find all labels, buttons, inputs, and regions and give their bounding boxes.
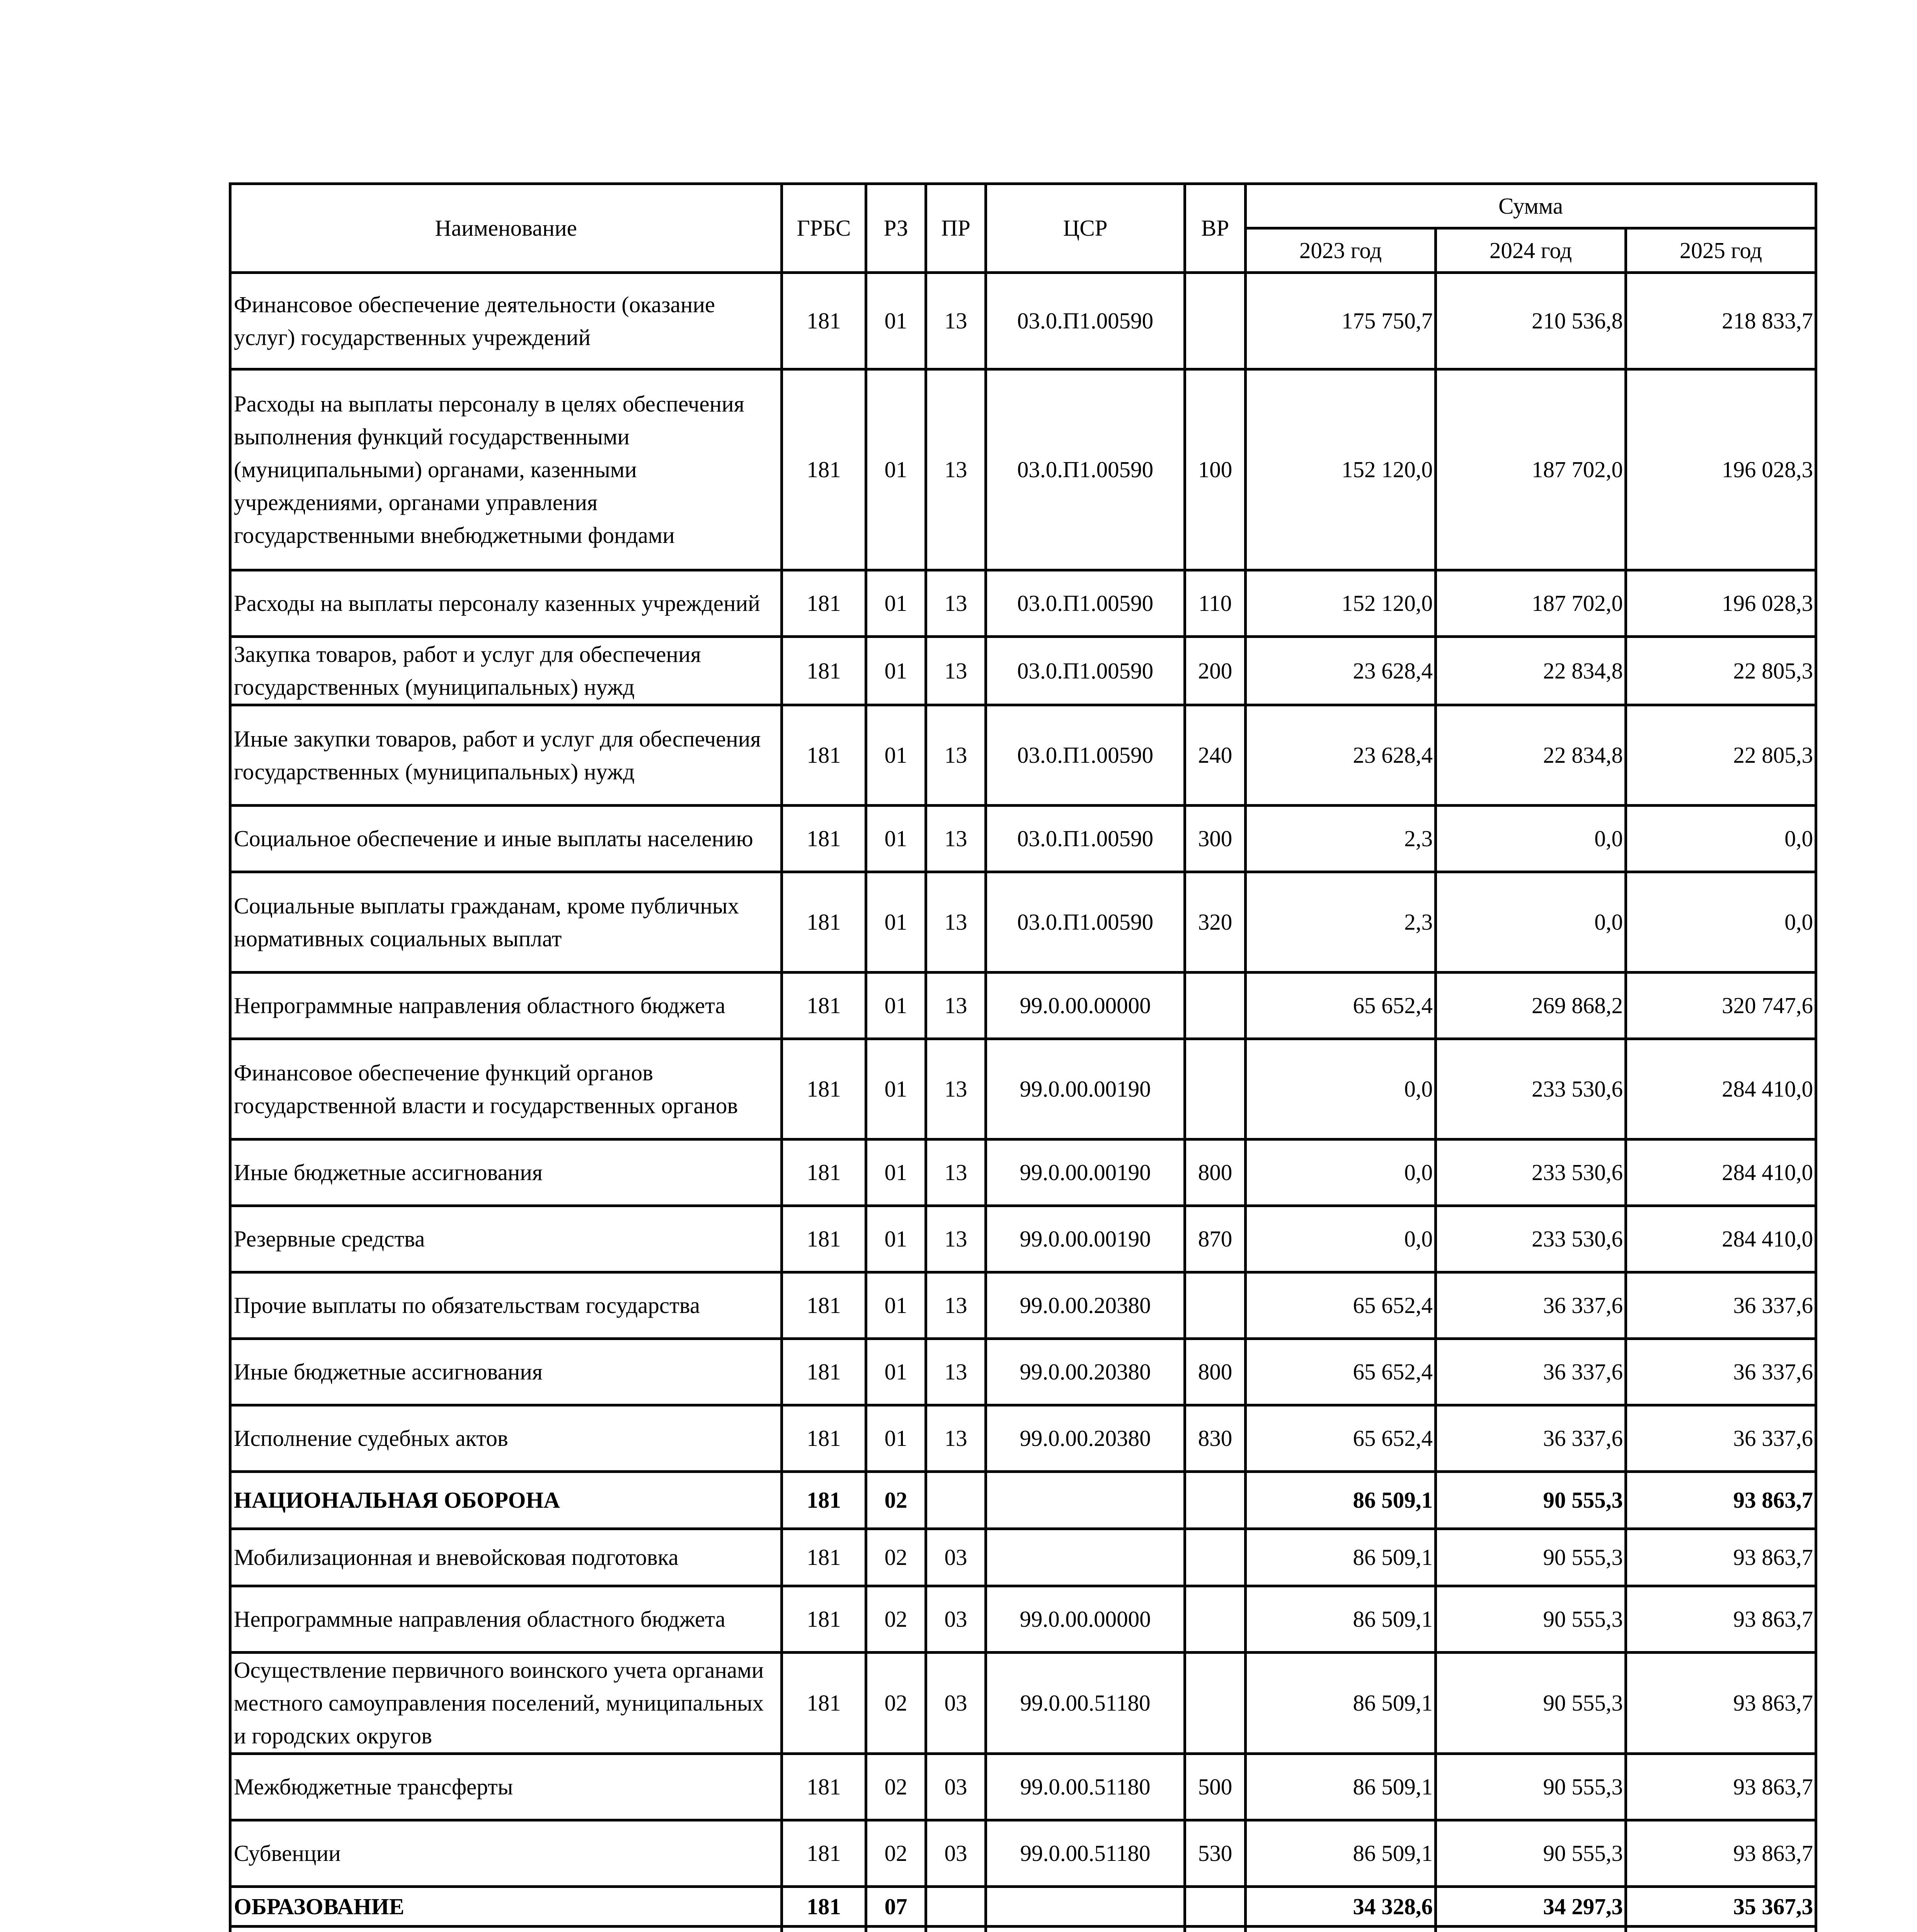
row-csr: 03.0.П1.00590 — [986, 637, 1185, 705]
row-amount-2025: 93 863,7 — [1626, 1529, 1816, 1586]
row-name: Осуществление первичного воинского учета органами местного самоуправления поселений, муниципальных и городских округов — [230, 1653, 782, 1754]
row-vr — [1185, 1653, 1246, 1754]
header-pr: ПР — [926, 184, 986, 273]
row-csr: 99.0.00.20380 — [986, 1272, 1185, 1339]
row-amount-2025: 284 410,0 — [1626, 1206, 1816, 1272]
row-amount-2025: 22 805,3 — [1626, 705, 1816, 806]
row-amount-2023: 86 509,1 — [1246, 1472, 1436, 1529]
row-rz — [866, 1927, 926, 1932]
table-row — [230, 1927, 1816, 1932]
row-name: НАЦИОНАЛЬНАЯ ОБОРОНА — [230, 1472, 782, 1529]
row-amount-2025: 196 028,3 — [1626, 369, 1816, 570]
row-pr: 13 — [926, 570, 986, 637]
table-row — [230, 570, 1816, 637]
row-rz: 01 — [866, 1139, 926, 1206]
table-row — [230, 273, 1816, 369]
row-vr: 240 — [1185, 705, 1246, 806]
row-vr — [1185, 973, 1246, 1039]
row-name: Иные бюджетные ассигнования — [230, 1339, 782, 1405]
table-row — [230, 1339, 1816, 1405]
row-amount-2024: 0,0 — [1436, 872, 1626, 973]
row-name: Непрограммные направления областного бюджета — [230, 973, 782, 1039]
row-rz: 01 — [866, 1272, 926, 1339]
row-grbs: 181 — [782, 1405, 866, 1472]
row-amount-2024: 187 702,0 — [1436, 570, 1626, 637]
row-amount-2023: 152 120,0 — [1246, 369, 1436, 570]
row-pr: 13 — [926, 637, 986, 705]
row-amount-2023: 86 509,1 — [1246, 1754, 1436, 1820]
header-year-2024: 2024 год — [1436, 228, 1626, 273]
row-grbs: 181 — [782, 637, 866, 705]
table-row — [230, 973, 1816, 1039]
header-csr: ЦСР — [986, 184, 1185, 273]
row-amount-2024: 233 530,6 — [1436, 1039, 1626, 1139]
row-pr: 13 — [926, 1039, 986, 1139]
row-rz: 02 — [866, 1820, 926, 1887]
table-row — [230, 369, 1816, 570]
row-amount-2024: 36 337,6 — [1436, 1405, 1626, 1472]
row-csr: 99.0.00.00000 — [986, 973, 1185, 1039]
row-grbs: 181 — [782, 1820, 866, 1887]
row-name: Социальные выплаты гражданам, кроме публичных нормативных социальных выплат — [230, 872, 782, 973]
row-grbs: 181 — [782, 1754, 866, 1820]
row-grbs: 181 — [782, 369, 866, 570]
row-vr — [1185, 1472, 1246, 1529]
row-name: Финансовое обеспечение деятельности (оказание услуг) государственных учреждений — [230, 273, 782, 369]
row-amount-2024: 210 536,8 — [1436, 273, 1626, 369]
row-amount-2025: 22 805,3 — [1626, 637, 1816, 705]
row-vr: 200 — [1185, 637, 1246, 705]
row-amount-2023: 2,3 — [1246, 806, 1436, 872]
row-amount-2023: 86 509,1 — [1246, 1586, 1436, 1653]
row-rz: 01 — [866, 1339, 926, 1405]
row-pr — [926, 1927, 986, 1932]
row-vr — [1185, 1927, 1246, 1932]
header-year-2025: 2025 год — [1626, 228, 1816, 273]
row-csr: 03.0.П1.00590 — [986, 273, 1185, 369]
row-pr: 03 — [926, 1820, 986, 1887]
row-amount-2023: 0,0 — [1246, 1139, 1436, 1206]
row-amount-2025 — [1626, 1927, 1816, 1932]
row-rz: 01 — [866, 273, 926, 369]
row-amount-2025: 36 337,6 — [1626, 1405, 1816, 1472]
row-amount-2023: 86 509,1 — [1246, 1653, 1436, 1754]
row-pr: 13 — [926, 806, 986, 872]
row-amount-2024: 90 555,3 — [1436, 1820, 1626, 1887]
row-csr: 99.0.00.20380 — [986, 1405, 1185, 1472]
table-body — [230, 273, 1816, 1932]
row-name: Иные закупки товаров, работ и услуг для обеспечения государственных (муниципальных) нужд — [230, 705, 782, 806]
row-pr: 13 — [926, 1339, 986, 1405]
row-pr — [926, 1887, 986, 1927]
row-grbs: 181 — [782, 273, 866, 369]
row-name: Финансовое обеспечение функций органов государственной власти и государственных органов — [230, 1039, 782, 1139]
row-vr: 110 — [1185, 570, 1246, 637]
row-amount-2025: 36 337,6 — [1626, 1339, 1816, 1405]
row-vr — [1185, 1586, 1246, 1653]
table-row — [230, 1272, 1816, 1339]
row-grbs: 181 — [782, 1339, 866, 1405]
row-grbs: 181 — [782, 973, 866, 1039]
row-vr — [1185, 1039, 1246, 1139]
row-name — [230, 1927, 782, 1932]
row-grbs: 181 — [782, 1586, 866, 1653]
row-name: Иные бюджетные ассигнования — [230, 1139, 782, 1206]
row-pr: 13 — [926, 705, 986, 806]
row-amount-2023 — [1246, 1927, 1436, 1932]
row-csr: 03.0.П1.00590 — [986, 806, 1185, 872]
row-amount-2024: 22 834,8 — [1436, 637, 1626, 705]
table-row — [230, 1586, 1816, 1653]
row-grbs: 181 — [782, 806, 866, 872]
row-amount-2025: 196 028,3 — [1626, 570, 1816, 637]
row-grbs: 181 — [782, 1887, 866, 1927]
row-amount-2023: 86 509,1 — [1246, 1529, 1436, 1586]
row-amount-2023: 0,0 — [1246, 1039, 1436, 1139]
row-amount-2025: 93 863,7 — [1626, 1754, 1816, 1820]
header-sum: Сумма — [1246, 184, 1816, 228]
row-amount-2023: 65 652,4 — [1246, 1405, 1436, 1472]
table-row — [230, 705, 1816, 806]
row-csr: 03.0.П1.00590 — [986, 570, 1185, 637]
row-vr: 300 — [1185, 806, 1246, 872]
row-amount-2024: 36 337,6 — [1436, 1339, 1626, 1405]
row-pr: 13 — [926, 872, 986, 973]
row-pr: 13 — [926, 1206, 986, 1272]
row-amount-2025: 0,0 — [1626, 872, 1816, 973]
row-name: Резервные средства — [230, 1206, 782, 1272]
row-csr: 03.0.П1.00590 — [986, 872, 1185, 973]
row-grbs: 181 — [782, 1653, 866, 1754]
row-rz: 02 — [866, 1754, 926, 1820]
row-amount-2025: 35 367,3 — [1626, 1887, 1816, 1927]
header-grbs: ГРБС — [782, 184, 866, 273]
row-rz: 01 — [866, 973, 926, 1039]
row-name: Непрограммные направления областного бюджета — [230, 1586, 782, 1653]
row-rz: 07 — [866, 1887, 926, 1927]
row-amount-2025: 93 863,7 — [1626, 1472, 1816, 1529]
row-name: Расходы на выплаты персоналу казенных учреждений — [230, 570, 782, 637]
row-csr: 99.0.00.51180 — [986, 1653, 1185, 1754]
row-rz: 01 — [866, 570, 926, 637]
row-grbs: 181 — [782, 1206, 866, 1272]
row-amount-2023: 175 750,7 — [1246, 273, 1436, 369]
row-amount-2025: 284 410,0 — [1626, 1039, 1816, 1139]
row-pr: 03 — [926, 1653, 986, 1754]
row-amount-2024: 22 834,8 — [1436, 705, 1626, 806]
row-rz: 02 — [866, 1472, 926, 1529]
row-pr: 13 — [926, 973, 986, 1039]
row-rz: 01 — [866, 806, 926, 872]
row-grbs: 181 — [782, 1529, 866, 1586]
row-csr — [986, 1472, 1185, 1529]
header-rz: РЗ — [866, 184, 926, 273]
row-amount-2024: 90 555,3 — [1436, 1754, 1626, 1820]
row-amount-2024: 90 555,3 — [1436, 1653, 1626, 1754]
row-pr: 13 — [926, 1139, 986, 1206]
row-vr — [1185, 1529, 1246, 1586]
row-vr: 800 — [1185, 1139, 1246, 1206]
row-amount-2023: 86 509,1 — [1246, 1820, 1436, 1887]
row-vr: 320 — [1185, 872, 1246, 973]
row-grbs: 181 — [782, 872, 866, 973]
row-pr — [926, 1472, 986, 1529]
row-amount-2024: 36 337,6 — [1436, 1272, 1626, 1339]
row-pr: 13 — [926, 1272, 986, 1339]
row-rz: 01 — [866, 1405, 926, 1472]
table-row — [230, 1754, 1816, 1820]
row-name: ОБРАЗОВАНИЕ — [230, 1887, 782, 1927]
row-vr: 800 — [1185, 1339, 1246, 1405]
row-amount-2023: 0,0 — [1246, 1206, 1436, 1272]
row-rz: 01 — [866, 705, 926, 806]
row-vr — [1185, 1272, 1246, 1339]
row-amount-2024: 0,0 — [1436, 806, 1626, 872]
row-vr: 530 — [1185, 1820, 1246, 1887]
row-csr: 03.0.П1.00590 — [986, 705, 1185, 806]
row-csr: 03.0.П1.00590 — [986, 369, 1185, 570]
row-amount-2023: 152 120,0 — [1246, 570, 1436, 637]
row-grbs — [782, 1927, 866, 1932]
row-amount-2024: 233 530,6 — [1436, 1206, 1626, 1272]
row-vr — [1185, 1887, 1246, 1927]
row-rz: 02 — [866, 1529, 926, 1586]
row-rz: 01 — [866, 369, 926, 570]
row-amount-2024: 233 530,6 — [1436, 1139, 1626, 1206]
row-csr: 99.0.00.00190 — [986, 1139, 1185, 1206]
row-csr — [986, 1529, 1185, 1586]
row-name: Мобилизационная и вневойсковая подготовка — [230, 1529, 782, 1586]
row-amount-2025: 320 747,6 — [1626, 973, 1816, 1039]
row-vr: 500 — [1185, 1754, 1246, 1820]
row-amount-2023: 65 652,4 — [1246, 1272, 1436, 1339]
row-csr: 99.0.00.51180 — [986, 1820, 1185, 1887]
row-pr: 13 — [926, 1405, 986, 1472]
row-amount-2023: 23 628,4 — [1246, 705, 1436, 806]
table-row — [230, 1139, 1816, 1206]
table-row — [230, 1820, 1816, 1887]
row-amount-2023: 65 652,4 — [1246, 973, 1436, 1039]
row-amount-2025: 284 410,0 — [1626, 1139, 1816, 1206]
row-name: Социальное обеспечение и иные выплаты населению — [230, 806, 782, 872]
row-amount-2025: 0,0 — [1626, 806, 1816, 872]
row-amount-2024 — [1436, 1927, 1626, 1932]
row-amount-2024: 90 555,3 — [1436, 1472, 1626, 1529]
row-name: Закупка товаров, работ и услуг для обеспечения государственных (муниципальных) нужд — [230, 637, 782, 705]
row-rz: 02 — [866, 1653, 926, 1754]
row-rz: 02 — [866, 1586, 926, 1653]
row-amount-2025: 93 863,7 — [1626, 1653, 1816, 1754]
row-amount-2023: 2,3 — [1246, 872, 1436, 973]
row-amount-2024: 90 555,3 — [1436, 1529, 1626, 1586]
row-pr: 13 — [926, 369, 986, 570]
header-vr: ВР — [1185, 184, 1246, 273]
row-vr: 870 — [1185, 1206, 1246, 1272]
table-row — [230, 637, 1816, 705]
row-grbs: 181 — [782, 1272, 866, 1339]
table-row — [230, 1206, 1816, 1272]
row-csr: 99.0.00.51180 — [986, 1754, 1185, 1820]
table-row — [230, 1472, 1816, 1529]
table-row — [230, 1039, 1816, 1139]
table-header — [230, 184, 1816, 273]
row-grbs: 181 — [782, 1139, 866, 1206]
row-csr: 99.0.00.20380 — [986, 1339, 1185, 1405]
budget-table — [229, 182, 1817, 1932]
table-row — [230, 1653, 1816, 1754]
row-grbs: 181 — [782, 570, 866, 637]
row-rz: 01 — [866, 872, 926, 973]
row-pr: 03 — [926, 1586, 986, 1653]
row-name: Расходы на выплаты персоналу в целях обеспечения выполнения функций государственными (муниципальными) органами, казенными учреждениями, органами управления государственными внебюджетными фондами — [230, 369, 782, 570]
row-amount-2024: 187 702,0 — [1436, 369, 1626, 570]
row-vr: 100 — [1185, 369, 1246, 570]
table-row — [230, 872, 1816, 973]
row-csr — [986, 1927, 1185, 1932]
row-pr: 03 — [926, 1754, 986, 1820]
row-csr: 99.0.00.00000 — [986, 1586, 1185, 1653]
row-pr: 03 — [926, 1529, 986, 1586]
row-amount-2024: 90 555,3 — [1436, 1586, 1626, 1653]
row-amount-2025: 36 337,6 — [1626, 1272, 1816, 1339]
row-pr: 13 — [926, 273, 986, 369]
row-amount-2024: 34 297,3 — [1436, 1887, 1626, 1927]
row-name: Прочие выплаты по обязательствам государства — [230, 1272, 782, 1339]
row-csr — [986, 1887, 1185, 1927]
row-amount-2024: 269 868,2 — [1436, 973, 1626, 1039]
row-rz: 01 — [866, 1039, 926, 1139]
table-row — [230, 806, 1816, 872]
row-name: Исполнение судебных актов — [230, 1405, 782, 1472]
row-amount-2025: 93 863,7 — [1626, 1586, 1816, 1653]
row-rz: 01 — [866, 1206, 926, 1272]
row-grbs: 181 — [782, 1472, 866, 1529]
row-grbs: 181 — [782, 1039, 866, 1139]
row-grbs: 181 — [782, 705, 866, 806]
table-row — [230, 1529, 1816, 1586]
row-amount-2025: 218 833,7 — [1626, 273, 1816, 369]
row-name: Субвенции — [230, 1820, 782, 1887]
row-csr: 99.0.00.00190 — [986, 1039, 1185, 1139]
header-year-2023: 2023 год — [1246, 228, 1436, 273]
row-vr — [1185, 273, 1246, 369]
row-amount-2023: 34 328,6 — [1246, 1887, 1436, 1927]
row-csr: 99.0.00.00190 — [986, 1206, 1185, 1272]
table-row — [230, 1887, 1816, 1927]
row-amount-2023: 23 628,4 — [1246, 637, 1436, 705]
row-name: Межбюджетные трансферты — [230, 1754, 782, 1820]
row-amount-2025: 93 863,7 — [1626, 1820, 1816, 1887]
row-amount-2023: 65 652,4 — [1246, 1339, 1436, 1405]
table-row — [230, 1405, 1816, 1472]
row-vr: 830 — [1185, 1405, 1246, 1472]
row-rz: 01 — [866, 637, 926, 705]
header-name: Наименование — [230, 184, 782, 273]
